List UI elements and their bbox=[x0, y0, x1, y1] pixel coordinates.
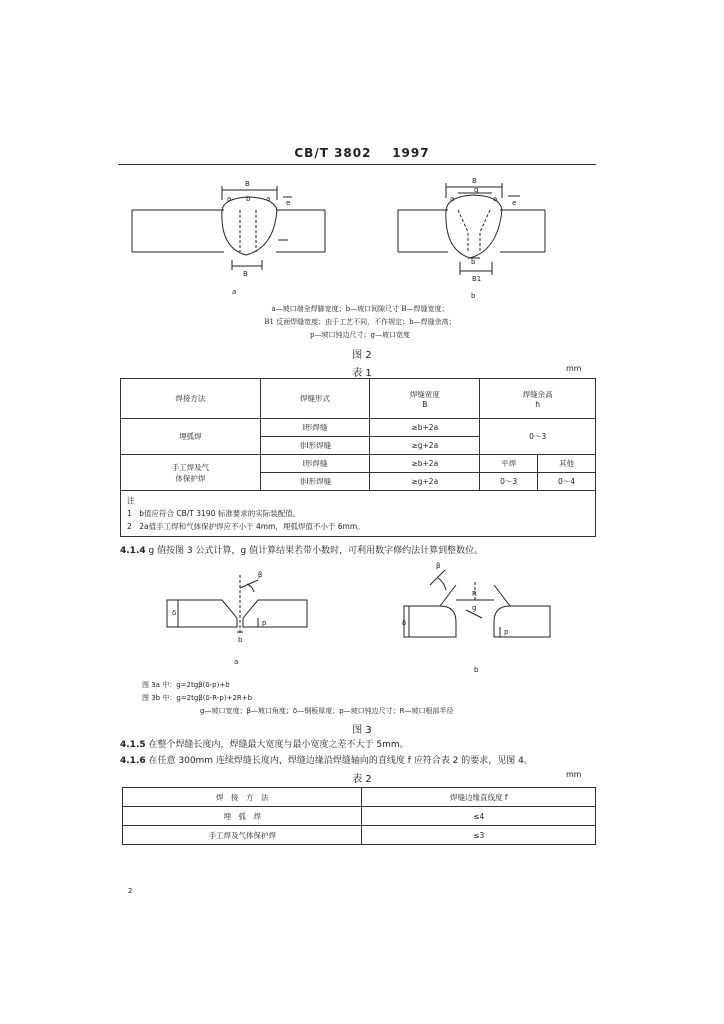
fig2a-groove-dash bbox=[240, 210, 256, 252]
fig2a-e-dim bbox=[278, 240, 288, 252]
t1-header-reinf-label: 焊缝余高 bbox=[522, 389, 553, 399]
t1-note-1: 1 b值应符合 CB/T 3190 标准要求的实际装配值。 bbox=[127, 509, 301, 518]
fig3a-right-plate bbox=[243, 600, 307, 627]
fig3b-left-plate bbox=[404, 606, 456, 637]
t1-header-reinf-sym: h bbox=[535, 399, 540, 409]
table-2-header-row bbox=[123, 788, 596, 807]
t1-manual-flat-label: 平焊 bbox=[480, 455, 538, 473]
t1-notes-title: 注 bbox=[127, 496, 135, 505]
table-1-row bbox=[121, 419, 596, 437]
fig2a-left-plate bbox=[132, 210, 224, 252]
table-2-title: 表 2 bbox=[352, 774, 372, 785]
t1-header-width bbox=[370, 379, 480, 419]
fig3b-label-p: p bbox=[504, 628, 509, 636]
standard-year: 1997 bbox=[392, 146, 430, 160]
fig2b-label-B: B bbox=[472, 177, 477, 185]
fig2b-label-B1: B1 bbox=[472, 275, 482, 283]
t2-header-method: 焊 接 方 法 bbox=[123, 788, 362, 807]
table-2-unit: mm bbox=[566, 770, 582, 779]
clause-4-1-6-number: 4.1.6 bbox=[120, 756, 146, 766]
t2-row-1-method: 埋 弧 焊 bbox=[123, 807, 362, 826]
fig3b-tag: b bbox=[474, 666, 479, 674]
t1-notes bbox=[121, 491, 596, 537]
fig2b-label-a: a bbox=[450, 195, 455, 203]
t1-manual-other-value: 0～4 bbox=[538, 473, 596, 491]
clause-4-1-4-number: 4.1.4 bbox=[120, 546, 146, 556]
fig2a-weld-body bbox=[222, 210, 277, 255]
header-rule bbox=[118, 164, 596, 165]
t1-header-width-sym: B bbox=[422, 399, 428, 409]
fig2-legend-line-2: B1 反面焊缝宽度；由于工艺不同，不作规定；h—焊缝余高； bbox=[264, 318, 456, 326]
t2-row-2-method: 手工焊及气体保护焊 bbox=[123, 826, 362, 845]
fig3b-label-R: R bbox=[472, 590, 477, 598]
clause-4-1-4 bbox=[120, 545, 600, 557]
t1-manual-other-label: 其他 bbox=[538, 455, 596, 473]
fig3-formula-a: 图 3a 中：g=2tgβ(δ-p)+b bbox=[142, 681, 230, 689]
fig3b-right-plate bbox=[494, 606, 550, 637]
figure-3-caption: 图 3 bbox=[352, 725, 372, 736]
fig2a-label-B: B bbox=[245, 180, 250, 188]
fig2a-right-plate bbox=[276, 210, 325, 252]
fig2b-label-a2: a bbox=[493, 195, 498, 203]
fig2b-right-plate bbox=[500, 210, 545, 252]
fig2a-label-a2: a bbox=[266, 195, 271, 203]
t1-header-width-label: 焊缝宽度 bbox=[409, 389, 440, 399]
fig3-formula-b: 图 3b 中：g=2tgβ(δ-R-p)+2R+b bbox=[142, 694, 253, 702]
fig2b-label-h: e bbox=[512, 199, 517, 207]
fig2b-groove-dash bbox=[458, 210, 490, 252]
t1-note-2: 2 2a值手工焊和气体保护焊应不小于 4mm，埋弧焊值不小于 6mm。 bbox=[127, 522, 365, 531]
fig3b-label-g: g bbox=[472, 604, 477, 612]
fig3b-label-delta: δ bbox=[402, 619, 407, 627]
fig2b-B1-dim bbox=[460, 262, 492, 275]
t1-manual-width-1: ≥b+2a bbox=[370, 455, 480, 473]
fig2b-left-plate bbox=[398, 210, 448, 252]
table-1-unit: mm bbox=[566, 364, 582, 373]
fig2b-tag: b bbox=[471, 292, 476, 300]
fig3-legend: g—坡口宽度；β—坡口角度；δ—钢板厚度；p—坡口钝边尺寸；R—坡口根部半径 bbox=[200, 707, 454, 715]
fig2a-label-b: b bbox=[246, 195, 251, 203]
fig3a-beta-arc bbox=[247, 584, 254, 592]
figure-3-drawings bbox=[0, 560, 724, 678]
page-number: 2 bbox=[128, 887, 133, 895]
t1-arc-form-2: 非I形焊缝 bbox=[260, 437, 370, 455]
figure-2-drawings bbox=[0, 170, 724, 300]
fig2a-B1-dim bbox=[232, 260, 262, 270]
t1-manual-form-1: I形焊缝 bbox=[260, 455, 370, 473]
figure-2-legend bbox=[160, 303, 560, 342]
table-2-row bbox=[123, 826, 596, 845]
fig2a-label-a: a bbox=[227, 195, 232, 203]
t2-row-2-value: ≤3 bbox=[362, 826, 596, 845]
table-1-title: 表 1 bbox=[352, 368, 372, 379]
t1-manual-method-2: 体保护焊 bbox=[175, 473, 206, 483]
t1-arc-method: 埋弧焊 bbox=[121, 419, 261, 455]
t1-header-form: 焊缝形式 bbox=[260, 379, 370, 419]
clause-4-1-5-text: 在整个焊缝长度内，焊缝最大宽度与最小宽度之差不大于 5mm。 bbox=[148, 740, 409, 750]
table-2 bbox=[122, 787, 596, 845]
fig3a-beta-line bbox=[240, 580, 258, 588]
fig2b-label-g: g bbox=[474, 186, 479, 194]
clause-4-1-6-text: 在任意 300mm 连续焊缝长度内，焊缝边缘沿焊缝轴向的直线度 f 应符合表 2 的要求，见图 4。 bbox=[148, 756, 533, 766]
t1-arc-reinf: 0～3 bbox=[480, 419, 596, 455]
fig3a-label-b: b bbox=[238, 636, 243, 644]
t1-manual-method-1: 手工焊及气 bbox=[171, 462, 210, 472]
t2-header-straight: 焊缝边缘直线度 f bbox=[362, 788, 596, 807]
t1-arc-width-2: ≥g+2a bbox=[370, 437, 480, 455]
fig2-legend-line-1: a—坡口端全焊脚宽度；b—坡口间隙尺寸 B—焊缝宽度； bbox=[271, 305, 449, 313]
t1-manual-flat-value: 0～3 bbox=[480, 473, 538, 491]
clause-4-1-4-text: g 值按图 3 公式计算，g 值计算结果若带小数时，可利用数字修约法计算到整数位。 bbox=[148, 546, 484, 556]
fig3a-label-beta: β bbox=[258, 571, 263, 579]
fig2a-label-B1: B bbox=[243, 270, 248, 278]
clause-4-1-5-number: 4.1.5 bbox=[120, 740, 146, 750]
t1-header-reinf bbox=[480, 379, 596, 419]
fig3b-beta-arc bbox=[438, 578, 446, 590]
t1-manual-width-2: ≥g+2a bbox=[370, 473, 480, 491]
fig2b-weld-body bbox=[446, 210, 502, 258]
page-header bbox=[0, 146, 724, 160]
fig2a-label-h: e bbox=[286, 199, 291, 207]
figure-2-caption: 图 2 bbox=[352, 350, 372, 361]
fig3a-label-p: p bbox=[262, 619, 267, 627]
table-1-header-row bbox=[121, 379, 596, 419]
t1-arc-width-1: ≥b+2a bbox=[370, 419, 480, 437]
table-1 bbox=[120, 378, 596, 537]
clause-4-1-6 bbox=[120, 755, 610, 767]
t1-header-method: 焊接方法 bbox=[121, 379, 261, 419]
t1-arc-form-1: I形焊缝 bbox=[260, 419, 370, 437]
fig3b-label-beta: β bbox=[436, 562, 441, 570]
table-1-notes-row bbox=[121, 491, 596, 537]
fig2-legend-line-3: p—坡口钝边尺寸；g—坡口宽度 bbox=[310, 331, 410, 339]
table-1-row bbox=[121, 455, 596, 473]
table-2-row bbox=[123, 807, 596, 826]
clause-4-1-5 bbox=[120, 739, 610, 751]
t2-row-1-value: ≤4 bbox=[362, 807, 596, 826]
fig2b-label-b: b bbox=[471, 258, 476, 266]
t1-manual-form-2: 非I形焊缝 bbox=[260, 473, 370, 491]
standard-number: CB/T 3802 bbox=[294, 146, 372, 160]
fig2a-tag: a bbox=[232, 288, 237, 296]
fig3a-tag: a bbox=[234, 658, 239, 666]
fig3a-label-delta: δ bbox=[172, 609, 177, 617]
t1-manual-method bbox=[121, 455, 261, 491]
